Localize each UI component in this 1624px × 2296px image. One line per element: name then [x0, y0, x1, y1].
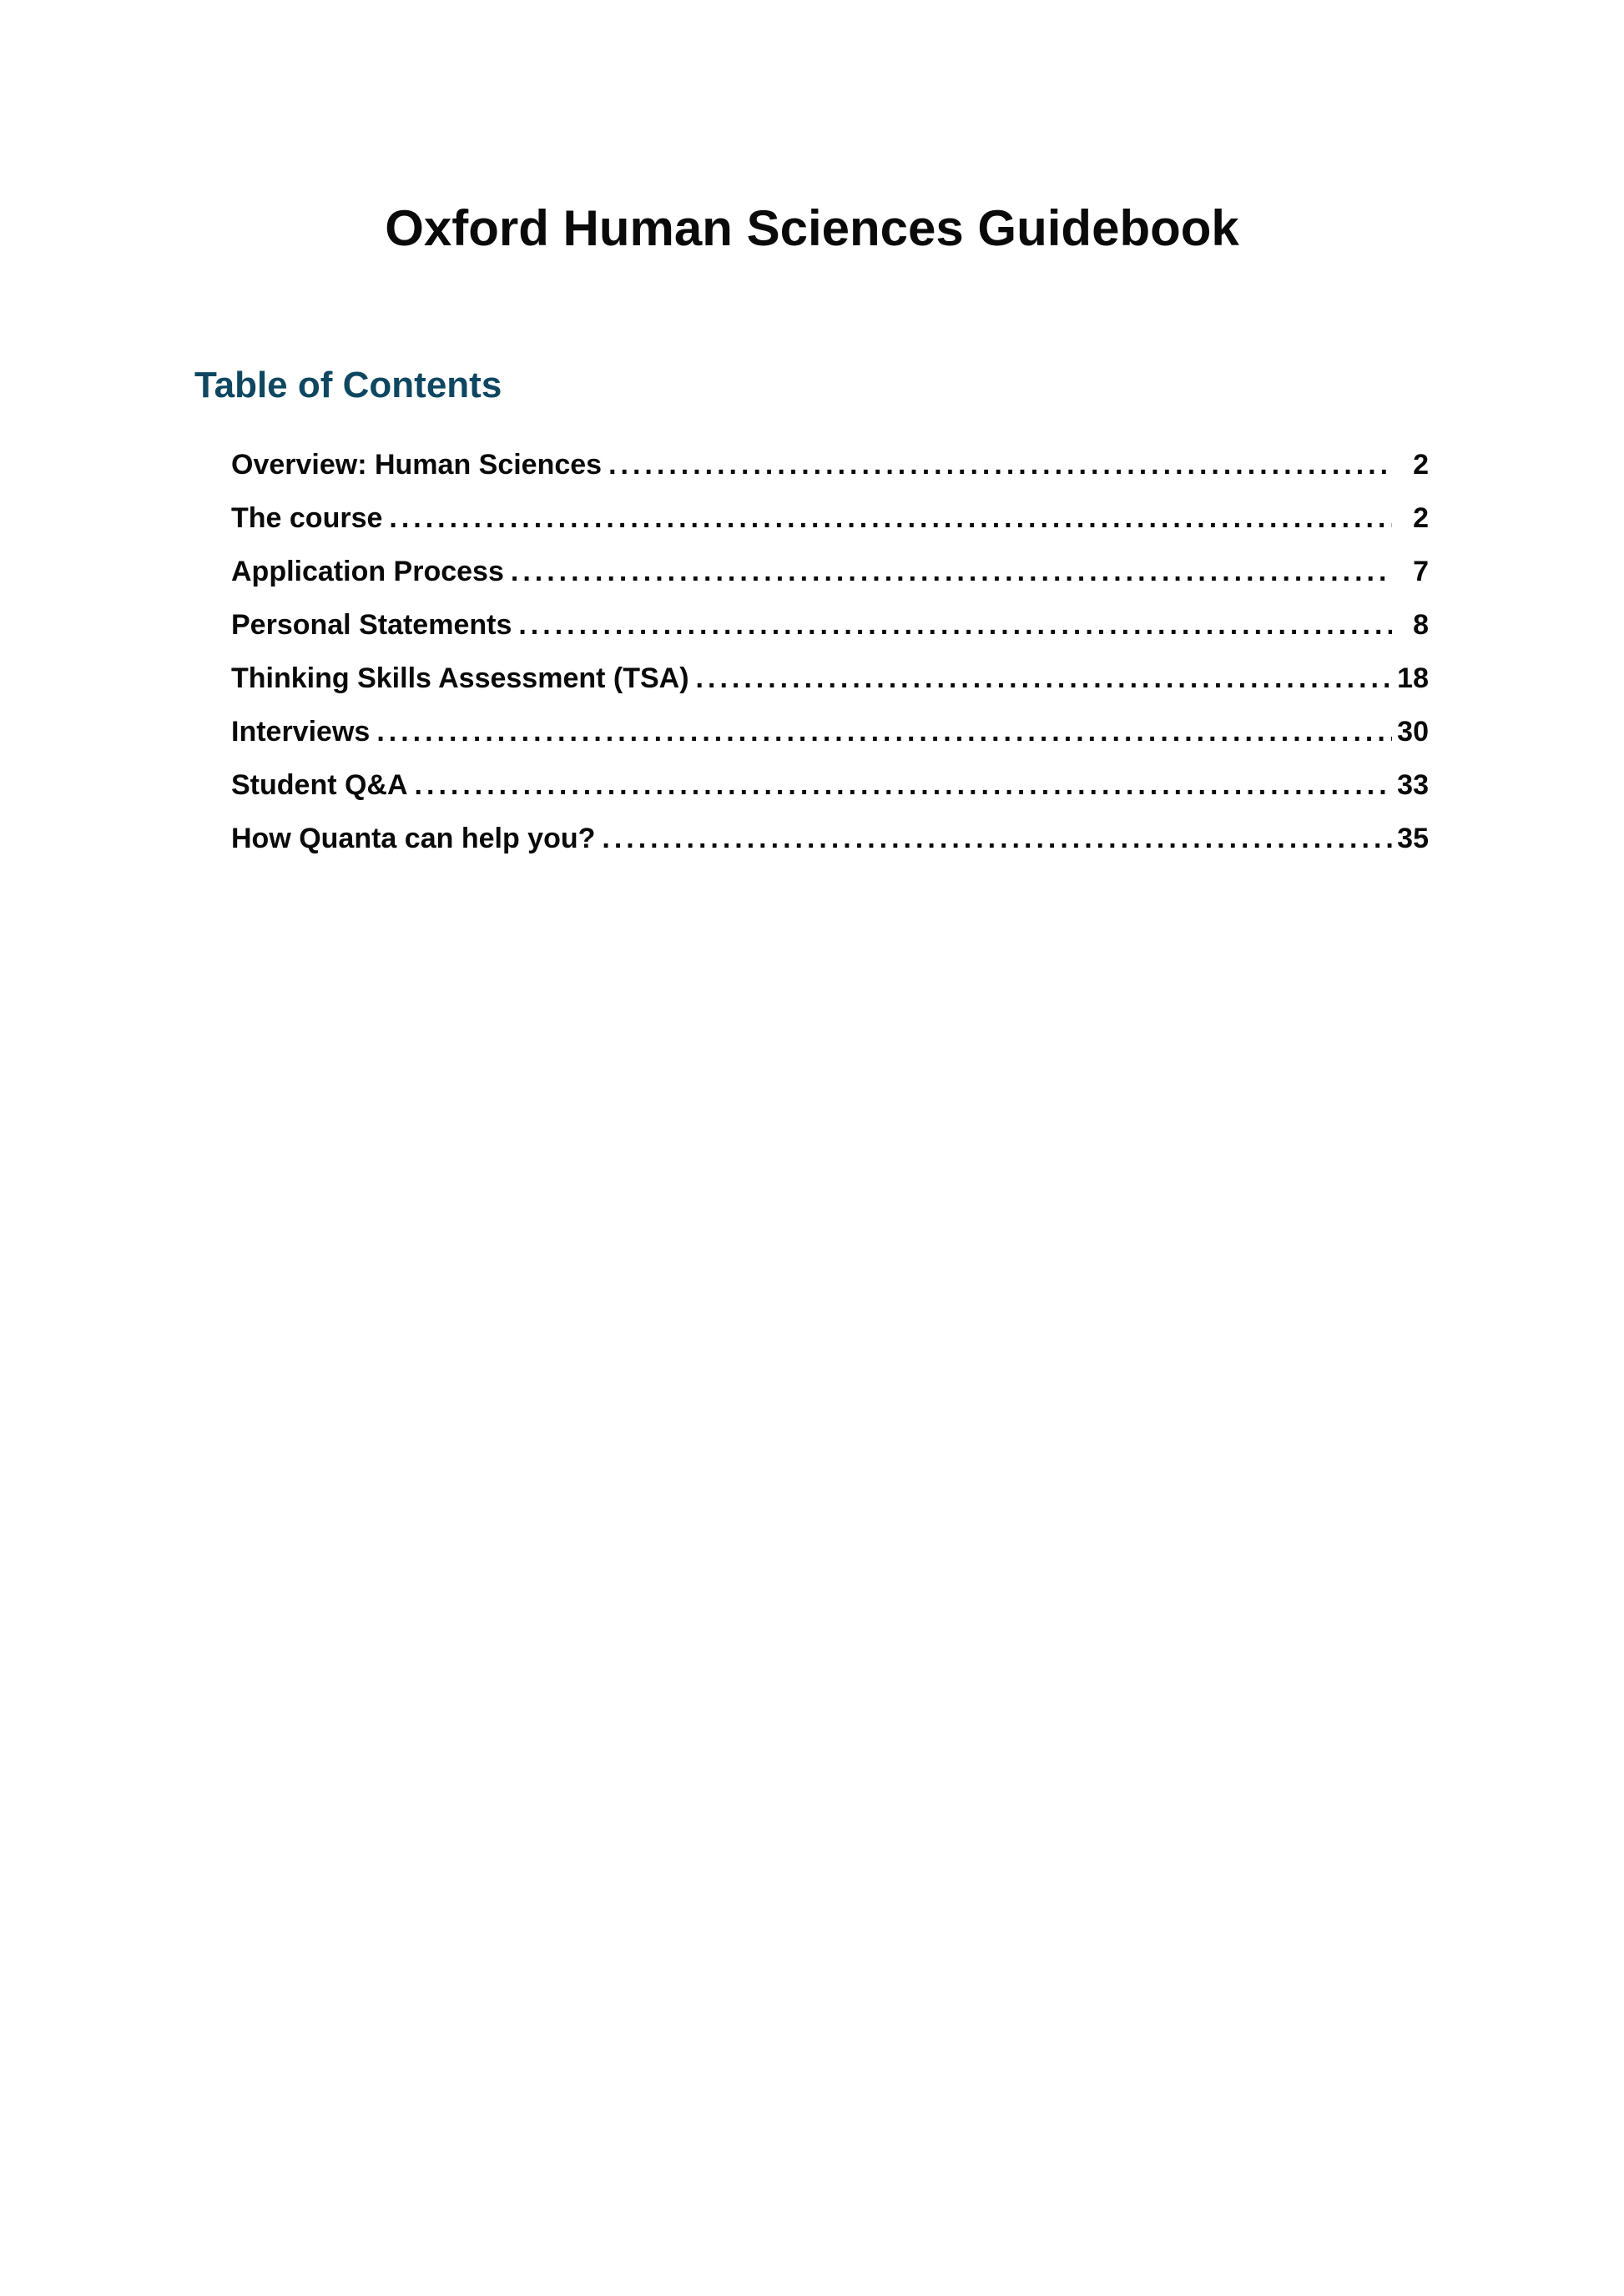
toc-entry[interactable]: [231, 608, 1429, 642]
toc-entry-label: Overview: Human Sciences: [231, 449, 603, 481]
dot-leader: [595, 822, 1392, 856]
dot-leader: [689, 662, 1392, 696]
toc-entry-page-number: 18: [1397, 662, 1429, 694]
document-title: Oxford Human Sciences Guidebook: [385, 200, 1239, 256]
dot-leader: [504, 555, 1392, 589]
toc-entry-label: Interviews: [231, 716, 371, 748]
toc-entry[interactable]: [231, 662, 1429, 696]
toc-heading: Table of Contents: [194, 365, 502, 405]
toc-entry-label: Student Q&A: [231, 769, 408, 801]
toc-entry-page-number: 2: [1413, 502, 1429, 534]
dot-leader: [408, 768, 1392, 803]
toc-entry[interactable]: [231, 448, 1429, 482]
toc-entry-page-number: 35: [1397, 823, 1429, 854]
toc-entry[interactable]: [231, 768, 1429, 803]
toc-entry-page-number: 7: [1413, 556, 1429, 587]
dot-leader: [370, 715, 1392, 749]
toc-entry[interactable]: [231, 555, 1429, 589]
dot-leader: [602, 448, 1392, 482]
toc-list: [231, 448, 1429, 875]
dot-leader: [512, 608, 1392, 642]
toc-entry-page-number: 30: [1397, 716, 1429, 748]
toc-entry-label: The course: [231, 502, 383, 534]
toc-entry[interactable]: [231, 501, 1429, 536]
toc-entry-page-number: 8: [1413, 609, 1429, 641]
toc-entry-label: Application Process: [231, 556, 504, 587]
toc-entry[interactable]: [231, 715, 1429, 749]
toc-entry-label: How Quanta can help you?: [231, 823, 596, 854]
toc-entry[interactable]: [231, 822, 1429, 856]
toc-entry-page-number: 33: [1397, 769, 1429, 801]
toc-entry-label: Thinking Skills Assessment (TSA): [231, 662, 689, 694]
toc-entry-page-number: 2: [1413, 449, 1429, 481]
dot-leader: [382, 501, 1392, 536]
toc-entry-label: Personal Statements: [231, 609, 512, 641]
